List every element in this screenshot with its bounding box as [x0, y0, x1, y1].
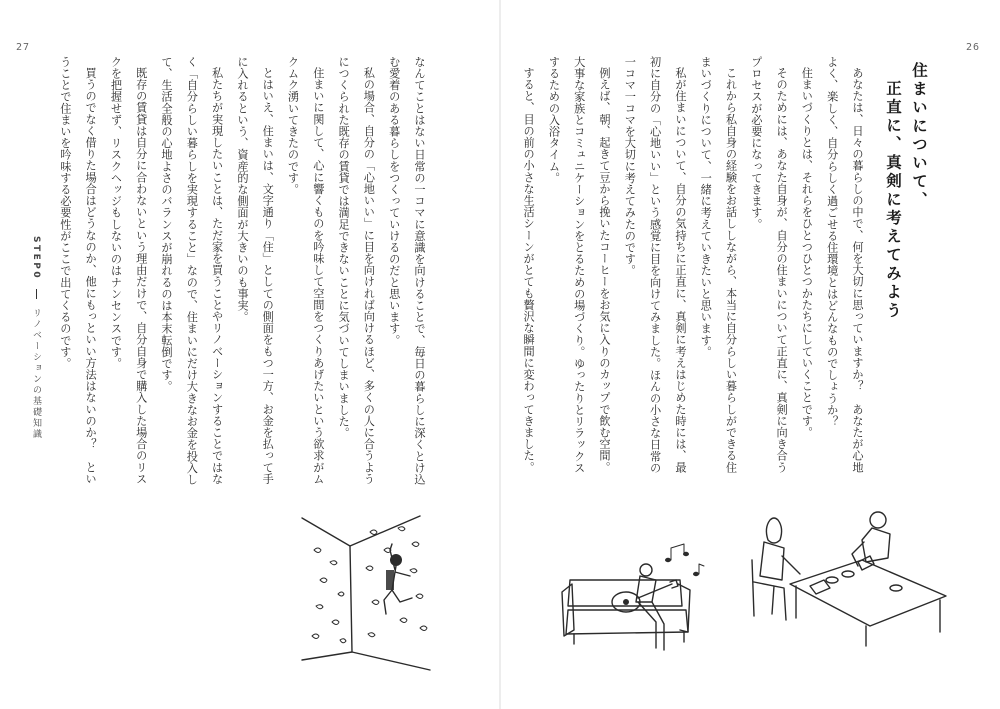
left-paragraph: 私たちが実現したいことは、ただ家を買うことやリノベーションすることではなく「自分らしい暮らしを実現すること」なので、住まいにだけ大きなお金を投入して、生活全般の心地よさのバランスが崩れるのは本末転倒です。: [160, 56, 224, 486]
chapter-heading: [880, 62, 932, 321]
climbing-wall-illustration: [300, 510, 480, 680]
left-paragraph: とはいえ、住まいは、文字通り「住」としての側面をもつ一方、お金を払って手に入れるという、資産的な側面が大きいのも事実。: [235, 56, 275, 485]
left-paragraph: 私の場合、自分の「心地いい」に目を向ければ向けるほど、多くの人に合うようにつくられた既存の賃貸では満足できないことに気づいてしまいました。: [337, 56, 376, 485]
running-head-divider: [36, 289, 37, 299]
heading-line-1: 住まいについて、: [910, 62, 928, 210]
coffee-table-illustration: [750, 500, 950, 650]
left-paragraph: 住まいに関して、心に響くものを吟味して空間をつくりあげたいという欲求がムクムク湧いてきたのです。: [286, 56, 325, 485]
right-page: [500, 0, 1000, 709]
page-number-right: 26: [965, 42, 980, 53]
right-paragraph: あなたは、日々の暮らしの中で、何を大切に思っていますか？ あなたが心地よく、楽しく、自分らしく過ごせる住環境とはどんなものでしょうか？: [825, 56, 864, 474]
running-head: [30, 236, 43, 440]
right-paragraph: そのためには、あなた自身が、自分の住まいについて正直に、真剣に向き合うプロセスが必要になってきます。: [749, 56, 789, 474]
left-paragraph: 既存の賃貸は自分に合わないという理由だけで、自分自身で購入した場合のリスクを把握せず、リスクヘッジもしないのはナンセンスです。: [109, 56, 148, 485]
right-paragraph: これから私自身の経験をお話ししながら、本当に自分らしい暮らしができる住まいづくりについて、一緒に考えていきたいと思います。: [699, 56, 738, 474]
right-body-text: [516, 56, 870, 476]
heading-line-2: 正直に、真剣に考えてみよう: [884, 80, 902, 321]
right-paragraph: 例えば、朝、起きて豆から挽いたコーヒーをお気に入りのカップで飲む空間。大事な家族とコミュニケーションをとるための場づくり。ゆったりとリラックスするための入浴タイム。: [547, 56, 612, 474]
left-body-text: [53, 56, 432, 496]
right-paragraph: すると、目の前の小さな生活シーンがとても贅沢な瞬間に変わってきました。: [522, 67, 536, 474]
right-paragraph: 住まいづくりとは、それらをひとつひとつかたちにしていくことです。: [800, 67, 814, 439]
left-paragraph: なんてことはない日常の一コマに意識を向けることで、毎日の暮らしに深くとけ込む愛着のある暮らしをつくっていけるのだと思います。: [387, 56, 426, 486]
guitar-sofa-illustration: [560, 540, 710, 660]
page-number-left: 27: [16, 42, 31, 53]
running-head-title: リノベーションの基礎知識: [31, 307, 41, 440]
right-paragraph: 私が住まいについて、自分の気持ちに正直に、真剣に考えはじめた時には、最初に自分の「心地いい」という感覚に目を向けてみました。ほんの小さな日常の一コマ一コマを大切に考えてみたのです。: [623, 56, 687, 474]
left-paragraph: 買うのでなく借りた場合はどうなのか、他にもっといい方法はないのか？ ということで住まいを吟味する必要性がここで出てくるのです。: [58, 56, 98, 485]
running-head-step: STEP0: [31, 236, 41, 281]
